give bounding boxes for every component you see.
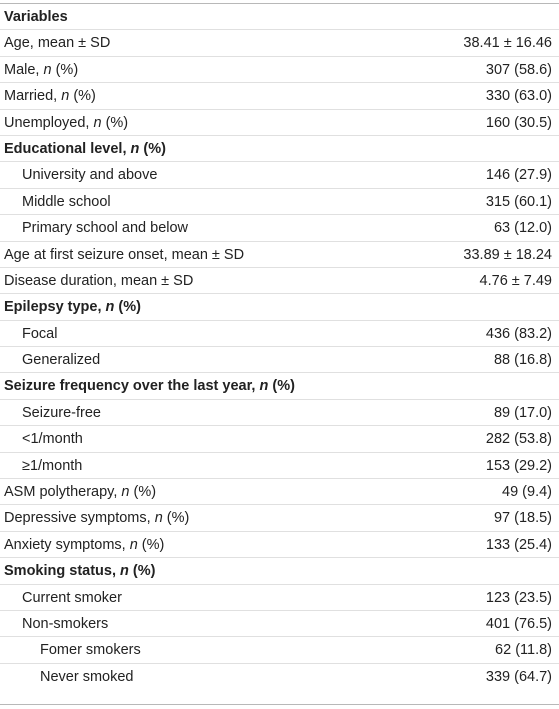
section-row	[0, 373, 559, 399]
row-label: Unemployed, n (%)	[4, 114, 129, 131]
section-label: Seizure frequency over the last year, n (%)	[4, 378, 295, 395]
row-value: 49 (9.4)	[502, 484, 552, 501]
table-row	[0, 611, 559, 637]
table-row	[0, 453, 559, 479]
row-value: 307 (58.6)	[485, 61, 552, 78]
row-label: Current smoker	[22, 589, 122, 606]
row-value: 88 (16.8)	[493, 352, 552, 369]
table-row	[0, 585, 559, 611]
header-label: Variables	[4, 9, 68, 25]
table-row	[0, 162, 559, 188]
row-label: <1/month	[22, 431, 83, 448]
row-value: 160 (30.5)	[485, 114, 552, 131]
table-body	[0, 4, 559, 690]
row-value: 38.41 ± 16.46	[463, 35, 552, 52]
row-value: 33.89 ± 18.24	[463, 246, 552, 263]
row-value: 282 (53.8)	[485, 431, 552, 448]
row-label: Fomer smokers	[40, 642, 141, 659]
table-row	[0, 637, 559, 663]
row-value: 330 (63.0)	[485, 88, 552, 105]
row-label: Never smoked	[40, 668, 134, 685]
table-row	[0, 110, 559, 136]
row-value: 97 (18.5)	[493, 510, 552, 527]
row-label: Age at first seizure onset, mean ± SD	[4, 246, 245, 263]
row-value: 339 (64.7)	[485, 668, 552, 685]
section-row	[0, 558, 559, 584]
table-row	[0, 189, 559, 215]
row-label: Primary school and below	[22, 220, 189, 237]
row-value: 89 (17.0)	[493, 404, 552, 421]
table-row	[0, 479, 559, 505]
table-row	[0, 664, 559, 690]
row-value: 436 (83.2)	[485, 325, 552, 342]
table-row	[0, 426, 559, 452]
row-label: Depressive symptoms, n (%)	[4, 510, 190, 527]
row-label: ≥1/month	[22, 457, 83, 474]
table-row	[0, 268, 559, 294]
row-value: 401 (76.5)	[485, 615, 552, 632]
table-header-row	[0, 4, 559, 30]
row-label: Age, mean ± SD	[4, 35, 111, 52]
row-value: 315 (60.1)	[485, 193, 552, 210]
row-value: 153 (29.2)	[485, 457, 552, 474]
row-value: 146 (27.9)	[485, 167, 552, 184]
section-label: Epilepsy type, n (%)	[4, 299, 141, 316]
row-label: Disease duration, mean ± SD	[4, 272, 194, 289]
row-label: University and above	[22, 167, 158, 184]
row-label: Seizure-free	[22, 404, 101, 421]
table-row	[0, 242, 559, 268]
table-row	[0, 215, 559, 241]
row-label: Middle school	[22, 193, 111, 210]
row-label: Married, n (%)	[4, 88, 96, 105]
row-value: 133 (25.4)	[485, 536, 552, 553]
row-label: Focal	[22, 325, 58, 342]
section-row	[0, 136, 559, 162]
section-label: Smoking status, n (%)	[4, 563, 156, 580]
row-label: Anxiety symptoms, n (%)	[4, 536, 165, 553]
table-row	[0, 30, 559, 56]
row-value: 63 (12.0)	[493, 220, 552, 237]
table-row	[0, 347, 559, 373]
row-label: Non-smokers	[22, 615, 109, 632]
section-row	[0, 294, 559, 320]
row-label: ASM polytherapy, n (%)	[4, 484, 157, 501]
section-label: Educational level, n (%)	[4, 140, 166, 157]
row-value: 62 (11.8)	[495, 642, 552, 659]
row-label: Male, n (%)	[4, 61, 79, 78]
table-row	[0, 83, 559, 109]
table-row	[0, 505, 559, 531]
table-row	[0, 57, 559, 83]
table-row	[0, 400, 559, 426]
table-bottom-rule	[0, 704, 559, 705]
table-row	[0, 532, 559, 558]
row-value: 4.76 ± 7.49	[479, 272, 552, 289]
row-label: Generalized	[22, 352, 101, 369]
table-row	[0, 321, 559, 347]
row-value: 123 (23.5)	[485, 589, 552, 606]
